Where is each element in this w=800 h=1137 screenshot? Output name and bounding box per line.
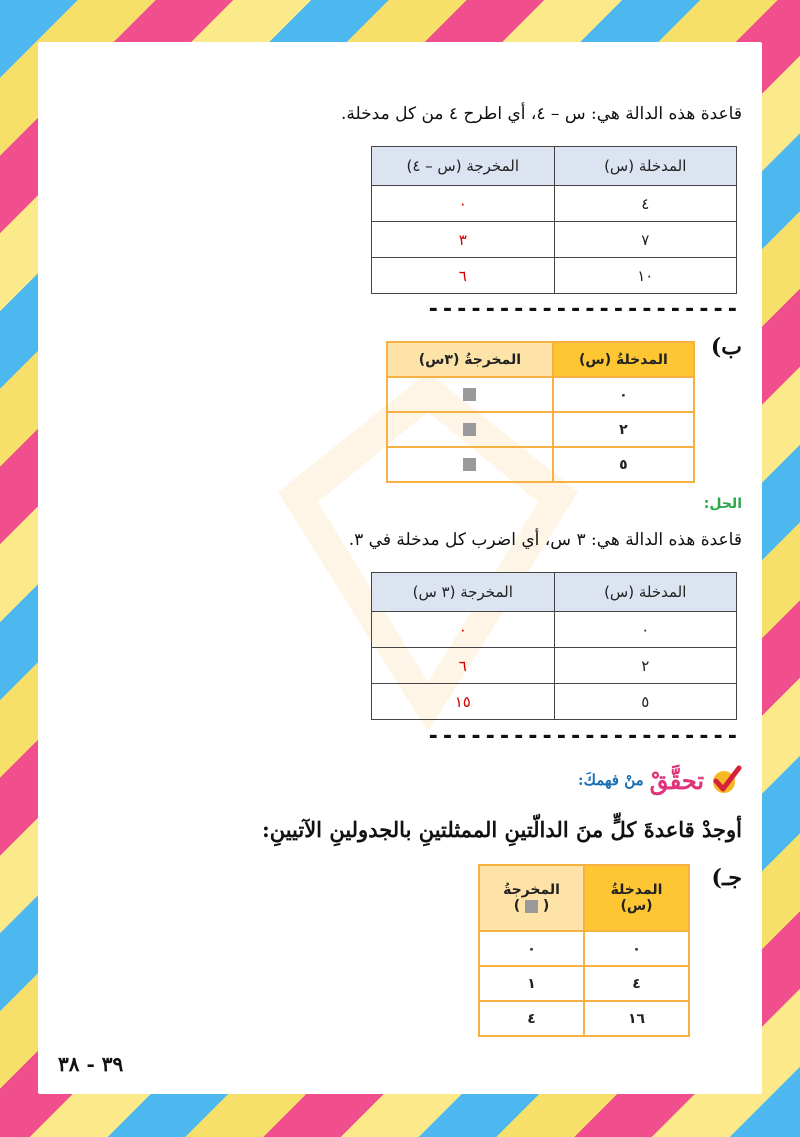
table-row <box>372 648 737 684</box>
placeholder-square-icon <box>525 900 538 913</box>
question-table-b <box>386 341 695 483</box>
rule-text-a: قاعدة هذه الدالة هي: س – ٤، أي اطرح ٤ من كل مدخلة. <box>340 104 742 124</box>
header-placeholder <box>481 898 582 914</box>
page-number: ٣٩ - ٣٨ <box>58 1052 124 1076</box>
table-cell <box>387 377 553 412</box>
rule-text-b: قاعدة هذه الدالة هي: ٣ س، أي اضرب كل مدخلة في ٣. <box>348 530 742 550</box>
table-cell: ٠ <box>554 612 737 648</box>
table-cell <box>387 447 553 482</box>
page <box>38 42 762 1094</box>
table-row <box>479 966 689 1001</box>
table-cell: ٥ <box>553 447 694 482</box>
placeholder-square-icon <box>463 423 476 436</box>
table-cell: ٢ <box>554 648 737 684</box>
table-cell: ٠ <box>584 931 689 966</box>
question-text: أوجدْ قاعدةَ كلٍّ منَ الدالّتينِ الممثلتينِ بالجدولينِ الآتيينِ: <box>261 817 742 842</box>
checkmark-icon <box>710 764 742 796</box>
table-cell: ٠ <box>372 612 555 648</box>
table-cell: ٠ <box>372 186 555 222</box>
table-cell: ٢ <box>553 412 694 447</box>
label-b: ب) <box>710 334 742 360</box>
table-a <box>371 146 737 294</box>
table-cell: ١٥ <box>372 684 555 720</box>
solution-label: الحل: <box>703 496 742 512</box>
table-b-solution-header-input: المدخلة (س) <box>554 573 737 612</box>
header-text: المخرجةُ <box>503 882 560 898</box>
table-b-header-output: المخرجةُ (٣س) <box>387 342 553 377</box>
header-text: (س) <box>620 898 653 914</box>
table-cell: ٦ <box>372 258 555 294</box>
table-cell: ٤ <box>554 186 737 222</box>
placeholder-square-icon <box>463 388 476 401</box>
table-cell: ١ <box>479 966 584 1001</box>
table-c-header-output <box>479 865 584 931</box>
table-cell: ١٠ <box>554 258 737 294</box>
table-row <box>372 612 737 648</box>
table-cell: ١٦ <box>584 1001 689 1036</box>
check-title: تحقَّقْ <box>649 765 704 795</box>
table-cell: ٠ <box>553 377 694 412</box>
table-cell <box>387 412 553 447</box>
table-row <box>387 447 694 482</box>
table-row <box>387 377 694 412</box>
table-cell: ٤ <box>479 1001 584 1036</box>
table-cell: ٥ <box>554 684 737 720</box>
header-text: المدخلةُ <box>610 882 663 898</box>
table-cell: ٦ <box>372 648 555 684</box>
placeholder-square-icon <box>463 458 476 471</box>
table-cell: ٠ <box>479 931 584 966</box>
table-cell: ٣ <box>372 222 555 258</box>
table-row <box>479 1001 689 1036</box>
table-row <box>479 931 689 966</box>
check-understanding-heading <box>578 764 742 796</box>
table-row <box>372 222 737 258</box>
table-row <box>387 412 694 447</box>
table-b-solution-header-output: المخرجة (٣ س) <box>372 573 555 612</box>
label-c: جـ) <box>711 865 742 891</box>
paren: ) <box>513 898 521 914</box>
table-row <box>372 186 737 222</box>
question-table-c <box>478 864 690 1037</box>
table-b-solution <box>371 572 737 720</box>
table-cell: ٧ <box>554 222 737 258</box>
check-subtitle: منْ فهمكَ: <box>578 771 644 789</box>
table-c-header-input <box>584 865 689 931</box>
table-cell: ٤ <box>584 966 689 1001</box>
table-a-header-input: المدخلة (س) <box>554 147 737 186</box>
table-row <box>372 684 737 720</box>
separator-2: ---------------------- <box>426 724 740 749</box>
separator-1: ---------------------- <box>426 297 740 322</box>
paren: ( <box>542 898 550 914</box>
table-a-header-output: المخرجة (س – ٤) <box>372 147 555 186</box>
table-b-header-input: المدخلةُ (س) <box>553 342 694 377</box>
table-row <box>372 258 737 294</box>
